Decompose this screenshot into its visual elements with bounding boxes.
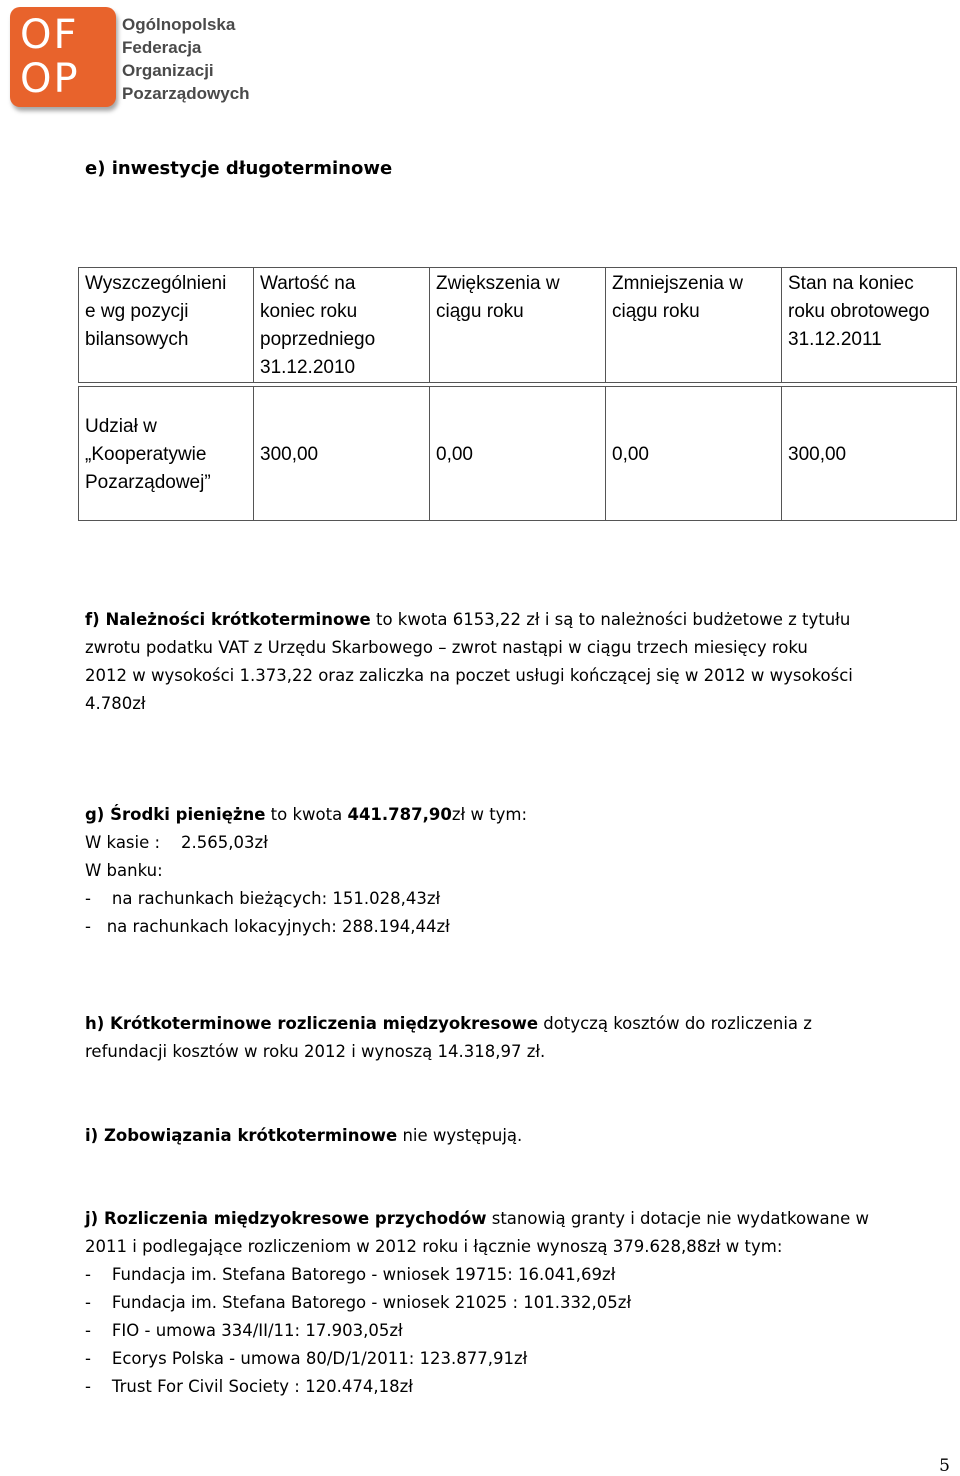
data-cell-increases: 0,00 — [430, 387, 606, 521]
section-g-text: to kwota — [265, 805, 348, 824]
ofop-logo — [10, 7, 250, 115]
section-f-line: 2012 w wysokości 1.373,22 oraz zaliczka na poczet usługi kończącej się w 2012 w wysokości — [85, 666, 853, 685]
investments-header-table — [78, 267, 957, 383]
header-cell-item — [79, 268, 254, 383]
logo-text — [122, 13, 250, 105]
data-cell-previous-value: 300,00 — [254, 387, 430, 521]
section-h-label: h) Krótkoterminowe rozliczenia międzyokresowe — [85, 1014, 539, 1033]
header-line: ciągu roku — [436, 301, 524, 322]
grant-item: - Trust For Civil Society : 120.474,18zł — [85, 1377, 413, 1396]
grant-item: - Ecorys Polska - umowa 80/D/1/2011: 123.877,91zł — [85, 1349, 528, 1368]
section-h-line: refundacji kosztów w roku 2012 i wynoszą 14.318,97 zł. — [85, 1042, 546, 1061]
header-cell-previous-value — [254, 268, 430, 383]
header-line: 31.12.2011 — [788, 329, 882, 350]
deposit-accounts-line: - na rachunkach lokacyjnych: 288.194,44zł — [85, 917, 450, 936]
header-line: Zmniejszenia w — [612, 273, 743, 294]
section-f-line — [85, 606, 945, 634]
header-line: koniec roku — [260, 301, 358, 322]
grant-item: - FIO - umowa 334/II/11: 17.903,05zł — [85, 1321, 403, 1340]
cash-line: W kasie : 2.565,03zł — [85, 833, 268, 852]
investments-data-table — [78, 386, 957, 521]
header-line: ciągu roku — [612, 301, 700, 322]
section-g-total: 441.787,90 — [347, 805, 452, 824]
grant-item: - Fundacja im. Stefana Batorego - wniosek 21025 : 101.332,05zł — [85, 1293, 632, 1312]
section-i-text: nie występują. — [397, 1126, 523, 1145]
header-line: poprzedniego — [260, 329, 376, 350]
header-line: Zwiększenia w — [436, 273, 560, 294]
label-line: Pozarządowej” — [85, 471, 211, 493]
section-i-label: i) Zobowiązania krótkoterminowe — [85, 1126, 398, 1145]
label-line: Udział w — [85, 415, 157, 437]
section-f — [85, 606, 945, 718]
header-line: Stan na koniec — [788, 273, 914, 294]
logo-text-line: Organizacji — [122, 61, 214, 80]
bank-line: W banku: — [85, 861, 163, 880]
section-j — [85, 1205, 945, 1401]
grant-item: - Fundacja im. Stefana Batorego - wniosek 19715: 16.041,69zł — [85, 1265, 616, 1284]
section-f-line: zwrotu podatku VAT z Urzędu Skarbowego – zwrot nastąpi w ciągu trzech miesięcy roku — [85, 638, 808, 657]
section-i — [85, 1122, 945, 1150]
section-g — [85, 801, 945, 941]
section-g-line — [85, 801, 945, 829]
section-f-line: 4.780zł — [85, 694, 146, 713]
header-line: Wyszczególnieni — [85, 273, 227, 294]
logo-text-line: Ogólnopolska — [122, 15, 236, 34]
logo-text-line: Pozarządowych — [122, 84, 250, 103]
page-number: 5 — [939, 1456, 950, 1476]
section-j-text: stanowią granty i dotacje nie wydatkowane w — [486, 1209, 870, 1228]
section-g-text: zł w tym: — [451, 805, 528, 824]
header-line: e wg pozycji — [85, 301, 189, 322]
section-f-label: f) Należności krótkoterminowe — [85, 610, 371, 629]
current-accounts-line: - na rachunkach bieżących: 151.028,43zł — [85, 889, 441, 908]
section-j-line: 2011 i podlegające rozliczeniom w 2012 roku i łącznie wynoszą 379.628,88zł w tym: — [85, 1237, 783, 1256]
header-line: roku obrotowego — [788, 301, 930, 322]
header-cell-decreases — [606, 268, 782, 383]
section-g-label: g) Środki pieniężne — [85, 805, 266, 824]
header-line: Wartość na — [260, 273, 356, 294]
data-cell-label — [79, 387, 254, 521]
header-cell-increases — [430, 268, 606, 383]
header-line: 31.12.2010 — [260, 357, 356, 378]
section-h — [85, 1010, 945, 1066]
data-cell-end-balance: 300,00 — [782, 387, 957, 521]
logo-box — [10, 7, 116, 107]
section-h-text: dotyczą kosztów do rozliczenia z — [538, 1014, 812, 1033]
section-i-line — [85, 1122, 945, 1150]
section-j-line — [85, 1205, 945, 1233]
logo-letters-bottom: OP — [20, 56, 80, 102]
header-cell-end-balance — [782, 268, 957, 383]
logo-letters — [20, 13, 110, 101]
section-j-label: j) Rozliczenia międzyokresowe przychodów — [85, 1209, 487, 1228]
label-line: „Kooperatywie — [85, 443, 207, 465]
data-cell-decreases: 0,00 — [606, 387, 782, 521]
logo-letters-top: OF — [20, 12, 79, 58]
section-e-heading: e) inwestycje długoterminowe — [85, 158, 393, 179]
section-h-line — [85, 1010, 945, 1038]
header-line: bilansowych — [85, 329, 189, 350]
section-f-text: to kwota 6153,22 zł i są to należności budżetowe z tytułu — [370, 610, 851, 629]
logo-text-line: Federacja — [122, 38, 202, 57]
